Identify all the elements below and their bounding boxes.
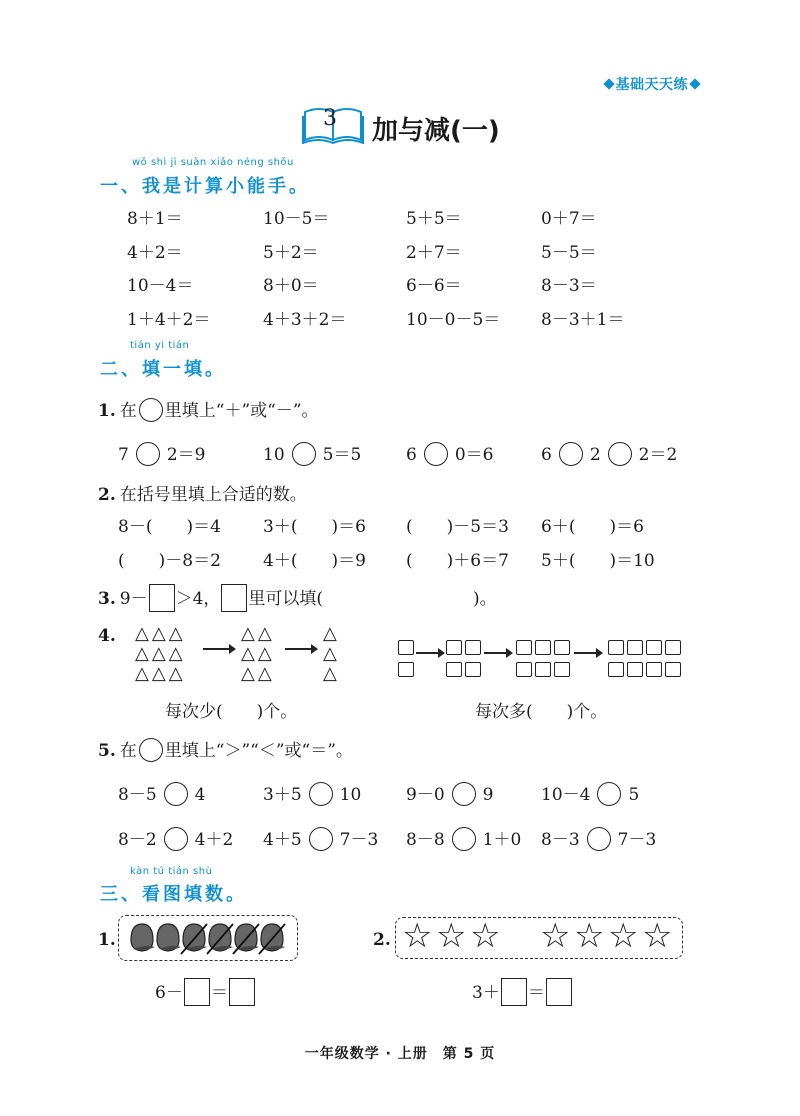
calc-problem: 8－3＋1＝ [541,310,625,330]
calc-problem: 4＋3＋2＝ [263,310,347,330]
peach-icon [181,924,207,954]
q4-more-text: 每次多( )个。 [475,702,608,722]
answer-box[interactable] [149,584,175,612]
triangle-row [241,664,275,684]
fill-bracket-problem: 6＋( )＝6 [541,517,644,537]
q4-number: 4. [98,626,116,646]
triangle-icon: △ [135,663,152,684]
section1-pinyin: wǒ shì jì suàn xiǎo néng shǒu [132,157,294,168]
arrow-head-icon [506,648,513,658]
calc-problem: 10－5＝ [263,209,330,229]
star-icon: ☆ [540,916,571,956]
calc-problem: 0＋7＝ [541,209,597,229]
answer-box[interactable] [229,978,255,1006]
square-icon [446,640,462,655]
square-icon [646,640,662,655]
p1-number: 1. [98,930,116,950]
triangle-icon: △ [241,643,258,664]
arrow-head-icon [229,644,236,654]
answer-circle[interactable] [164,782,188,806]
triangle-icon: △ [257,623,275,644]
square-icon [535,662,551,677]
star-icon: ☆ [402,916,433,956]
triangle-icon: △ [168,663,186,684]
answer-box[interactable] [221,584,247,612]
square-icon [516,662,532,677]
answer-circle[interactable] [452,782,476,806]
square-icon [516,640,532,655]
square-icon [665,662,681,677]
calc-problem: 6－6＝ [406,276,462,296]
series-tag: 基础天天练 [602,74,703,94]
square-sequence [398,640,698,686]
q1-instruction: 1. 在 里填上“＋”或“－”。 [98,396,319,424]
triangle-row [323,664,340,684]
peach-icon [131,924,155,951]
answer-circle[interactable] [309,782,333,806]
answer-circle-icon [139,738,163,762]
triangle-icon: △ [323,623,340,644]
fill-bracket-problem: ( )－5＝3 [406,517,509,537]
answer-circle[interactable] [136,442,160,466]
answer-circle[interactable] [424,442,448,466]
fill-bracket-problem: ( )－8＝2 [118,551,221,571]
star-icon: ☆ [436,916,467,956]
compare-problem: 3＋5 10 [263,780,361,808]
calc-problem: 1＋4＋2＝ [127,310,211,330]
calc-problem: 10－0－5＝ [406,310,501,330]
diamond-icon [689,78,700,89]
square-icon [646,662,662,677]
q1-item-4: 6 2 2＝2 [541,440,677,468]
compare-problem: 8－2 4＋2 [118,825,233,853]
star-icon: ☆ [470,916,501,956]
answer-box[interactable] [546,978,572,1006]
fill-bracket-problem: 5＋( )＝10 [541,551,655,571]
triangle-icon: △ [168,643,186,664]
triangle-row [323,644,340,664]
triangle-icon: △ [257,643,275,664]
answer-circle[interactable] [452,827,476,851]
arrow-head-icon [438,648,445,658]
peach-icon [207,924,233,954]
star-picture [396,918,682,958]
star-icon: ☆ [642,916,673,956]
square-icon [398,640,414,655]
section3-title: 三、看图填数。 [100,884,247,905]
calc-problem: 10－4＝ [127,276,194,296]
p2-number: 2. [373,930,391,950]
triangle-icon: △ [151,663,169,684]
compare-problem: 10－4 5 [541,780,639,808]
calc-problem: 5＋5＝ [406,209,462,229]
compare-problem: 8－5 4 [118,780,205,808]
fill-bracket-problem: 8－( )＝4 [118,517,221,537]
compare-problem: 4＋5 7－3 [263,825,378,853]
triangle-icon: △ [168,623,186,644]
q1-item-3: 6 0＝6 [406,440,493,468]
square-icon [446,662,462,677]
triangle-row [241,624,275,644]
triangle-row [323,624,340,644]
square-icon [554,662,570,677]
calc-problem: 8－3＝ [541,276,597,296]
answer-box[interactable] [184,978,210,1006]
star-picture-frame [395,917,683,959]
square-icon [608,640,624,655]
star-icon: ☆ [608,916,639,956]
calc-problem: 4＋2＝ [127,243,183,263]
triangle-icon: △ [151,643,169,664]
answer-circle[interactable] [559,442,583,466]
lesson-title: 加与减(一) [372,116,500,146]
diamond-icon [603,78,614,89]
lesson-number: 3 [323,106,337,131]
calc-problem: 5－5＝ [541,243,597,263]
p1-expression: 6－ ＝ [155,978,256,1008]
answer-circle[interactable] [164,827,188,851]
calc-problem: 5＋2＝ [263,243,319,263]
calc-problem: 8＋0＝ [263,276,319,296]
triangle-row [135,664,186,684]
peach-icon [259,924,285,954]
section2-title: 二、填一填。 [100,359,226,380]
peach-icon [157,924,181,951]
square-icon [465,662,481,677]
square-icon [465,640,481,655]
q3: 3. 9－ ＞4， 里可以填( )。 [98,584,497,614]
square-icon [627,640,643,655]
answer-circle[interactable] [597,782,621,806]
star-icon: ☆ [574,916,605,956]
arrow-head-icon [596,648,603,658]
section2-pinyin: tián yi tián [130,340,190,351]
fill-bracket-problem: 3＋( )＝6 [263,517,366,537]
q1-item-2: 10 5＝5 [263,440,361,468]
triangle-icon: △ [257,663,275,684]
square-icon [398,662,414,677]
q5-instruction: 5. 在 里填上“＞”“＜”或“＝”。 [98,736,353,764]
answer-box[interactable] [501,978,527,1006]
answer-circle-icon [139,398,163,422]
triangle-icon: △ [151,623,169,644]
fill-bracket-problem: ( )＋6＝7 [406,551,509,571]
triangle-icon: △ [241,623,258,644]
peach-icon [233,924,259,954]
triangle-sequence [135,624,365,684]
triangle-row [135,644,186,664]
peach-picture-frame [118,915,298,961]
square-icon [535,640,551,655]
answer-circle[interactable] [292,442,316,466]
p2-expression: 3＋ ＝ [472,978,573,1008]
q1-item-1: 7 2＝9 [118,440,205,468]
triangle-row [241,644,275,664]
triangle-icon: △ [323,643,340,664]
triangle-icon: △ [135,643,152,664]
triangle-icon: △ [323,663,340,684]
answer-circle[interactable] [309,827,333,851]
page-footer: 一年级数学 · 上册 第 5 页 [304,1046,496,1062]
triangle-icon: △ [241,663,258,684]
q2-instruction: 2. 在括号里填上合适的数。 [98,485,307,505]
peach-picture [119,916,297,960]
square-icon [608,662,624,677]
q4-less-text: 每次少( )个。 [165,702,298,722]
section3-pinyin: kàn tú tián shù [130,866,213,877]
answer-circle[interactable] [608,442,632,466]
answer-circle[interactable] [587,827,611,851]
compare-problem: 8－8 1＋0 [406,825,521,853]
calc-problem: 2＋7＝ [406,243,462,263]
calc-problem: 8＋1＝ [127,209,183,229]
fill-bracket-problem: 4＋( )＝9 [263,551,366,571]
square-icon [665,640,681,655]
section1-title: 一、我是计算小能手。 [100,176,310,197]
square-icon [627,662,643,677]
compare-problem: 8－3 7－3 [541,825,656,853]
arrow-head-icon [311,644,318,654]
compare-problem: 9－0 9 [406,780,493,808]
triangle-row [135,624,186,644]
triangle-icon: △ [135,623,152,644]
square-icon [554,640,570,655]
